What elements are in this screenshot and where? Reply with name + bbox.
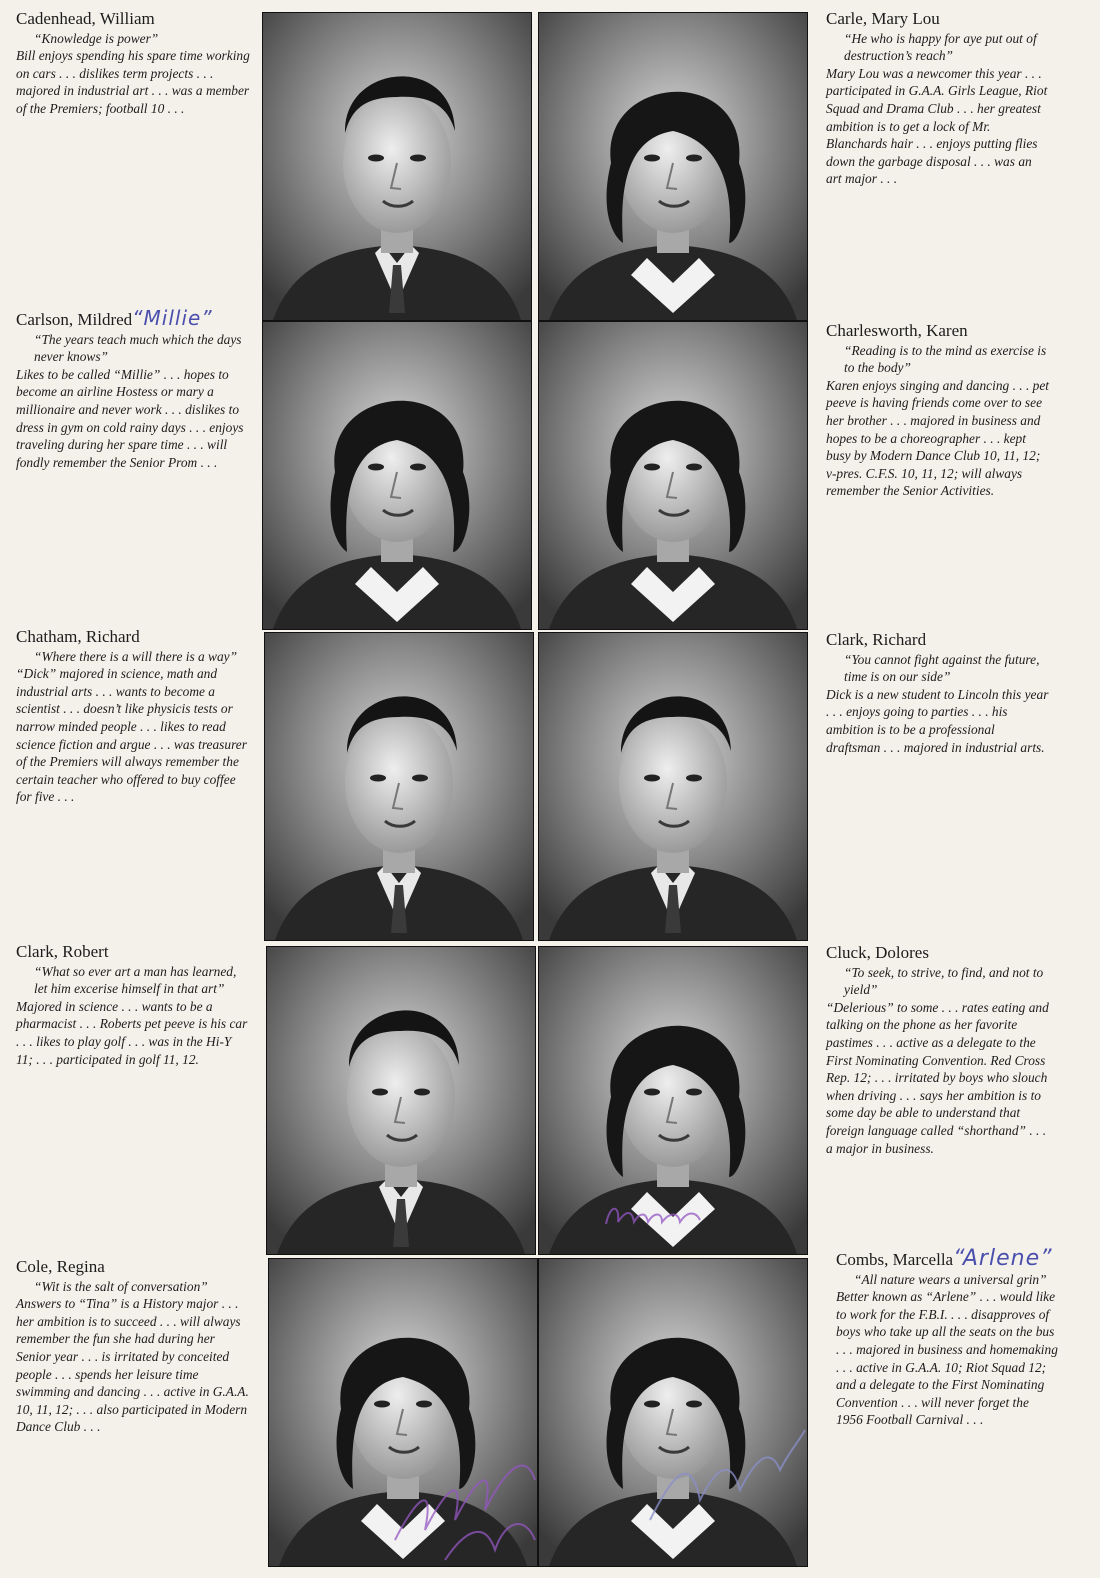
student-quote: “To seek, to strive, to find, and not to yield”	[844, 964, 1044, 998]
student-bio: Bill enjoys spending his spare time working on cars . . . dislikes term projects . . . majored in industrial art . . . was a member of the Premiers; football 10 . . .	[16, 48, 250, 116]
portrait-drawing	[265, 633, 533, 940]
student-name: Combs, Marcella	[836, 1250, 954, 1269]
portrait-drawing	[539, 633, 807, 940]
portrait-photo	[538, 632, 808, 941]
student-name: Cole, Regina	[16, 1257, 105, 1276]
student-name: Charlesworth, Karen	[826, 321, 968, 340]
student-entry-carlson	[16, 306, 251, 471]
student-name: Clark, Robert	[16, 942, 109, 961]
student-entry-clark-robert	[16, 943, 251, 1068]
student-bio: Mary Lou was a newcomer this year . . . participated in G.A.A. Girls League, Riot Squad and Drama Club . . . her greatest ambition is to get a lock of Mr. Blanchards hair . . . enjoys putting flies down the garbage disposal . . . was an art major . . .	[826, 65, 1048, 187]
handwritten-nickname: “Millie”	[132, 306, 213, 330]
portrait-photo	[538, 1258, 808, 1567]
student-quote: “The years teach much which the days never knows”	[34, 331, 242, 365]
student-bio: Likes to be called “Millie” . . . hopes to become an airline Hostess or mary a millionaire and never work . . . dislikes to dress in gym on cold rainy days . . . enjoys traveling during her spare time . . . will fondly remember the Senior Prom . . .	[16, 366, 244, 470]
student-bio: Better known as “Arlene” . . . would like to work for the F.B.I. . . . disapproves of boys who take up all the seats on the bus . . . majored in business and homemaking . . . active in G.A.A. 10; Riot Squad 12; and a delegate to the First Nominating Convention . . . will never forget the 1956 Football Carnival . . .	[836, 1289, 1058, 1428]
student-entry-clark-richard	[826, 631, 1050, 756]
student-quote: “Wit is the salt of conversation”	[34, 1278, 208, 1294]
student-name: Cadenhead, William	[16, 9, 155, 28]
student-entry-cadenhead	[16, 10, 251, 118]
student-bio: Dick is a new student to Lincoln this year . . . enjoys going to parties . . . his ambition is to be a professional draftsman . . . majored in industrial arts.	[826, 686, 1049, 755]
handwritten-nickname: “Arlene”	[953, 1246, 1053, 1271]
student-name: Cluck, Dolores	[826, 943, 929, 962]
portrait-drawing	[539, 322, 807, 629]
portrait-drawing	[269, 1259, 537, 1566]
student-bio: Answers to “Tina” is a History major . . . her ambition is to succeed . . . will always remember the fun she had during her Senior year . . . is irritated by conceited people . . . spends her leisure time swimming and dancing . . . active in G.A.A. 10, 11, 12; . . . also participated in Modern Dance Club . . .	[16, 1296, 249, 1435]
student-bio: Karen enjoys singing and dancing . . . pet peeve is having friends come over to see her brother . . . majored in business and hopes to be a choreographer . . . kept busy by Modern Dance Club 10, 11, 12; v-pres. C.F.S. 10, 11, 12; will always remember the Senior Activities.	[826, 377, 1050, 499]
portrait-drawing	[539, 1259, 807, 1566]
student-entry-chatham	[16, 628, 251, 806]
portrait-drawing	[539, 947, 807, 1254]
portrait-photo	[268, 1258, 538, 1567]
student-entry-charlesworth	[826, 322, 1050, 500]
student-quote: “Knowledge is power”	[34, 30, 159, 46]
student-entry-combs	[836, 1246, 1058, 1429]
student-quote: “He who is happy for aye put out of destruction’s reach”	[844, 30, 1037, 64]
portrait-photo	[266, 946, 536, 1255]
student-name: Clark, Richard	[826, 630, 927, 649]
student-entry-carle	[826, 10, 1050, 188]
portrait-photo	[264, 632, 534, 941]
student-bio: “Delerious” to some . . . rates eating and talking on the phone as her favorite pastimes . . . active as a delegate to the First Nominating Convention. Red Cross Rep. 12; . . . irritated by boys who slouch when driving . . . says her ambition is to some day be able to understand that foreign language called “shorthand” . . . a major in business.	[826, 999, 1049, 1156]
portrait-drawing	[267, 947, 535, 1254]
student-name: Carle, Mary Lou	[826, 9, 940, 28]
student-quote: “All nature wears a universal grin”	[854, 1271, 1047, 1287]
portrait-photo	[538, 321, 808, 630]
student-name: Chatham, Richard	[16, 627, 140, 646]
student-entry-cole	[16, 1258, 251, 1436]
student-entry-cluck	[826, 944, 1050, 1157]
portrait-drawing	[263, 13, 531, 320]
student-quote: “What so ever art a man has learned, let him excerise himself in that art”	[34, 963, 237, 997]
student-bio: Majored in science . . . wants to be a pharmacist . . . Roberts pet peeve is his car . . . likes to play golf . . . was in the Hi-Y 11; . . . participated in golf 11, 12.	[16, 998, 248, 1067]
portrait-photo	[538, 12, 808, 321]
portrait-drawing	[263, 322, 531, 629]
student-name: Carlson, Mildred	[16, 310, 133, 329]
student-bio: “Dick” majored in science, math and industrial arts . . . wants to become a scientist . . . doesn’t like physicis tests or narrow minded people . . . likes to read science fiction and argue . . . was treasurer of the Premiers will always remember the certain teacher who offered to buy coffee for five . . .	[16, 666, 247, 805]
student-quote: “Reading is to the mind as exercise is to the body”	[844, 342, 1047, 376]
portrait-photo	[262, 321, 532, 630]
portrait-photo	[262, 12, 532, 321]
portrait-photo	[538, 946, 808, 1255]
student-quote: “Where there is a will there is a way”	[34, 648, 238, 664]
portrait-drawing	[539, 13, 807, 320]
student-quote: “You cannot fight against the future, time is on our side”	[844, 651, 1040, 685]
